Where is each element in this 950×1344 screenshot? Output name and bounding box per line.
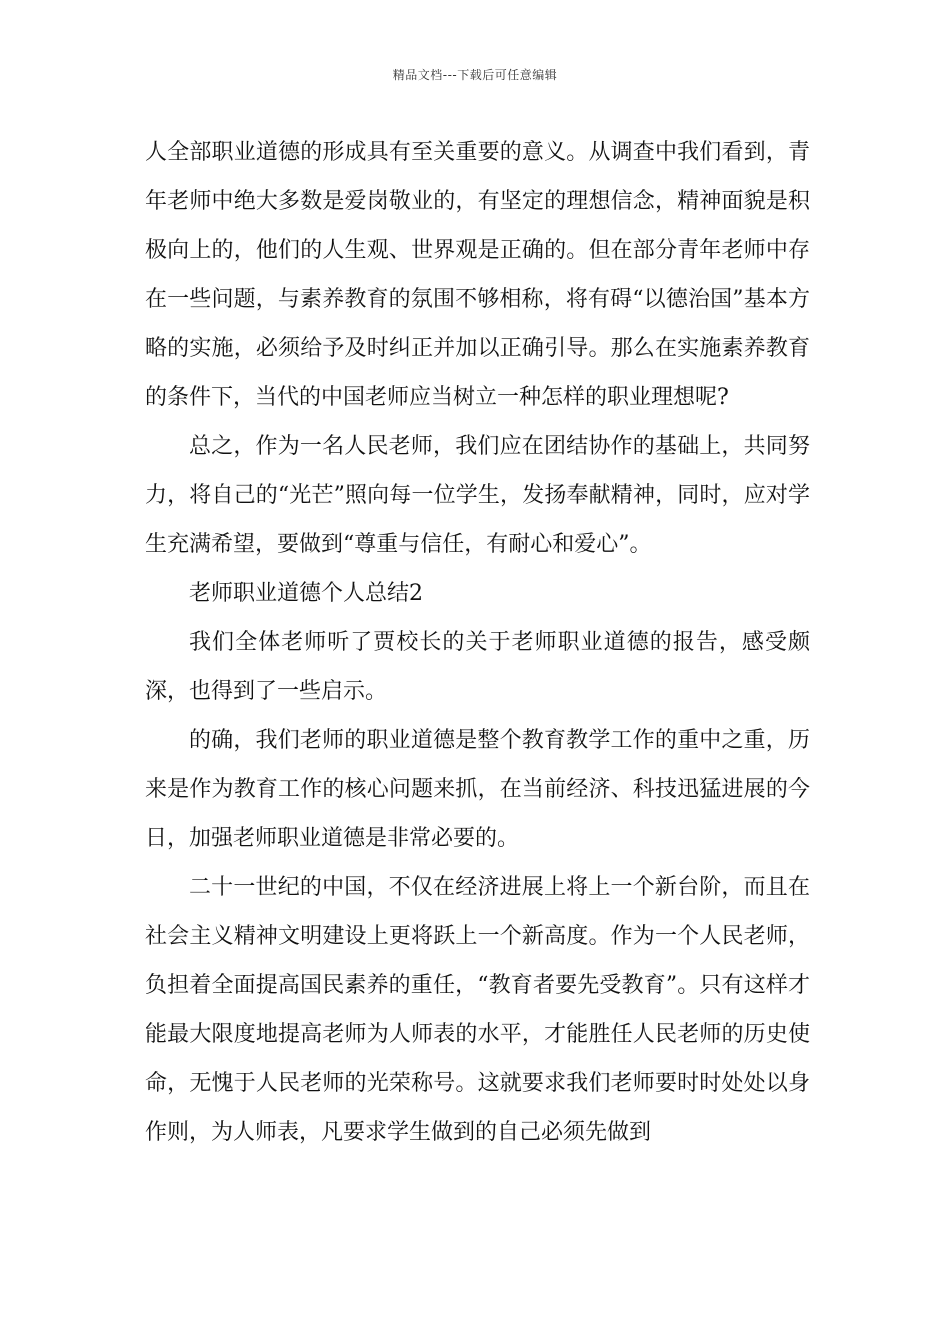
paragraph: 人全部职业道德的形成具有至关重要的意义。从调查中我们看到，青年老师中绝大多数是爱岗敬业的，有坚定的理想信念，精神面貌是积极向上的，他们的人生观、世界观是正确的。但在部分青年老师中存在一些问题，与素养教育的氛围不够相称，将有碍“以德治国”基本方略的实施，必须给予及时纠正并加以正确引导。那么在实施素养教育的条件下，当代的中国老师应当树立一种怎样的职业理想呢? bbox=[145, 140, 810, 410]
paragraph: 我们全体老师听了贾校长的关于老师职业道德的报告，感受颇深，也得到了一些启示。 bbox=[145, 630, 810, 704]
page-header: 精品文档---下载后可任意编辑 bbox=[392, 68, 558, 82]
paragraph: 总之，作为一名人民老师，我们应在团结协作的基础上，共同努力，将自己的“光芒”照向每一位学生，发扬奉献精神，同时，应对学生充满希望，要做到“尊重与信任，有耐心和爱心”。 bbox=[145, 434, 810, 557]
document-body bbox=[145, 128, 810, 1157]
paragraph: 二十一世纪的中国，不仅在经济进展上将上一个新台阶，而且在社会主义精神文明建设上更将跃上一个新高度。作为一个人民老师，负担着全面提高国民素养的重任，“教育者要先受教育”。只有这样才能最大限度地提高老师为人师表的水平，才能胜任人民老师的历史使命，无愧于人民老师的光荣称号。这就要求我们老师要时时处处以身作则，为人师表，凡要求学生做到的自己必须先做到 bbox=[145, 875, 810, 1145]
paragraph: 的确，我们老师的职业道德是整个教育教学工作的重中之重，历来是作为教育工作的核心问题来抓，在当前经济、科技迅猛进展的今日，加强老师职业道德是非常必要的。 bbox=[145, 728, 810, 851]
section-heading: 老师职业道德个人总结2 bbox=[189, 581, 423, 606]
